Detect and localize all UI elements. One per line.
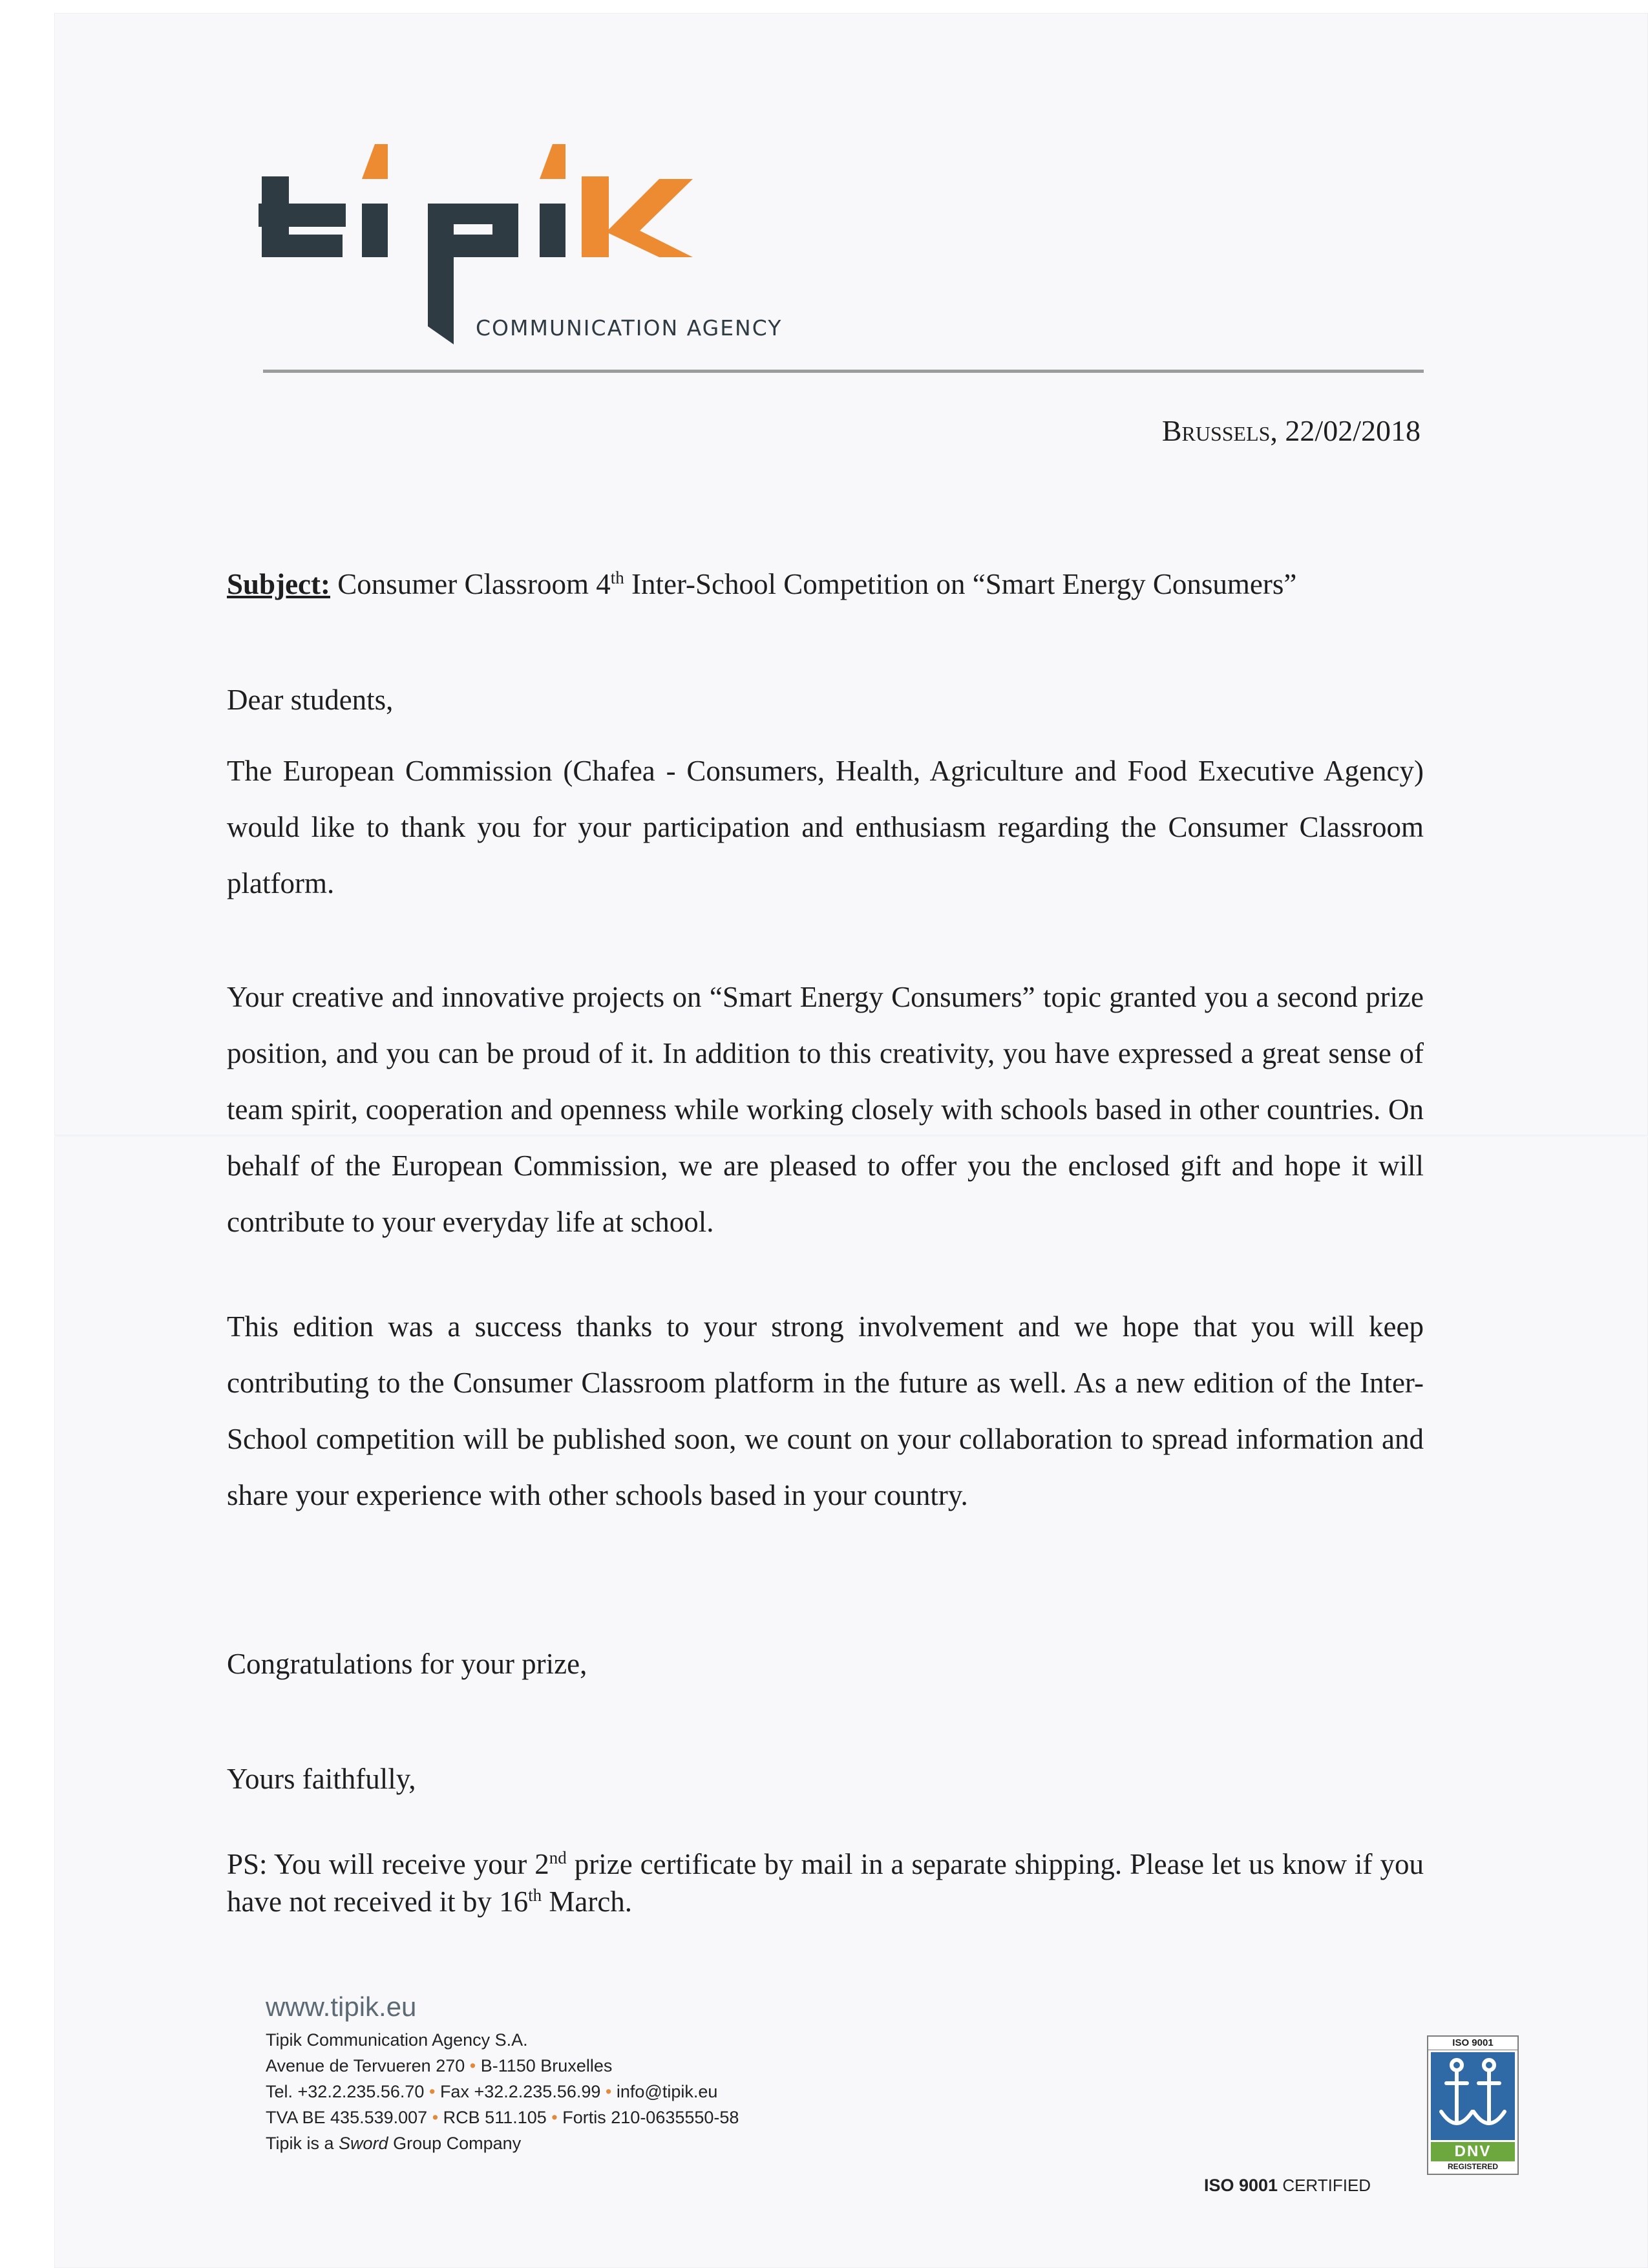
footer-group-suffix: Group Company — [393, 2134, 522, 2153]
letter-paragraph-2: Your creative and innovative projects on “Smart Energy Consumers” topic granted you a second prize position, and you can be proud of it. In addition to this creativity, you have expressed a great sense of team spirit, cooperation and openness while working closely with schools based in other countries. On behalf of the European Commission, we are pleased to offer you the enclosed gift and hope it will contribute to your everyday life at school. — [227, 981, 1424, 1238]
footer-city: B-1150 Bruxelles — [480, 2056, 613, 2075]
iso-number: ISO 9001 — [1204, 2176, 1278, 2195]
header-divider — [263, 370, 1424, 373]
footer-separator: • — [605, 2082, 612, 2101]
badge-iso-text: ISO 9001 — [1428, 2037, 1517, 2050]
footer-registration — [266, 2105, 739, 2130]
footer-group-prefix: Tipik is a — [266, 2134, 334, 2153]
footer-tel: Tel. +32.2.235.56.70 — [266, 2082, 425, 2101]
footer-street: Avenue de Tervueren 270 — [266, 2056, 465, 2075]
footer-address — [266, 2053, 739, 2079]
badge-dnv-text: DNV — [1431, 2142, 1515, 2161]
iso-certified-label — [1204, 2176, 1371, 2196]
subject-text-end: Inter-School Competition on “Smart Energy Consumers” — [631, 568, 1297, 600]
subject-label: Subject: — [227, 568, 330, 600]
footer-company-details — [266, 2027, 739, 2156]
footer-group-name: Sword — [339, 2134, 388, 2153]
letter-paragraph-3: This edition was a success thanks to your strong involvement and we hope that you will keep contributing to the Consumer Classroom platform in the future as well. As a new edition of the Inter-School competition will be published soon, we count on your collaboration to spread information and share your experience with other schools based in your country. — [227, 1310, 1424, 1511]
footer-tva: TVA BE 435.539.007 — [266, 2108, 428, 2127]
subject-ordinal-suffix: th — [610, 568, 624, 587]
ps-part-2: prize certificate by mail in a separate shipping. Please let us know if you have not received it by 16 — [227, 1848, 1424, 1918]
footer-rcb: RCB 511.105 — [443, 2108, 547, 2127]
footer-group — [266, 2130, 739, 2156]
footer-website-link[interactable]: www.tipik.eu — [266, 1991, 417, 2022]
subject-text-start: Consumer Classroom 4 — [337, 568, 611, 600]
badge-registered-text: REGISTERED — [1447, 2162, 1498, 2171]
letter-date: Brussels, 22/02/2018 — [1161, 414, 1421, 447]
letter-subject — [227, 567, 1429, 601]
letter-paragraph-1: The European Commission (Chafea - Consumers, Health, Agriculture and Food Executive Agency) would like to thank you for your participation and enthusiasm regarding the Consumer Classroom platform. — [227, 755, 1424, 899]
footer-company-name: Tipik Communication Agency S.A. — [266, 2030, 528, 2050]
letter-greeting: Dear students, — [227, 684, 394, 716]
letter-congratulations: Congratulations for your prize, — [227, 1648, 587, 1680]
ps-ordinal-suffix-1: nd — [549, 1848, 567, 1867]
logo-tagline: COMMUNICATION AGENCY — [476, 315, 783, 341]
footer-bank: Fortis 210-0635550-58 — [562, 2108, 739, 2127]
footer-fax: Fax +32.2.235.56.99 — [439, 2082, 601, 2101]
footer-separator: • — [428, 2082, 436, 2101]
letter-postscript — [227, 1845, 1424, 1920]
footer-separator: • — [469, 2056, 476, 2075]
iso-label: CERTIFIED — [1282, 2176, 1371, 2195]
footer-separator: • — [551, 2108, 558, 2127]
footer-email-link[interactable]: info@tipik.eu — [616, 2082, 718, 2101]
footer-contact — [266, 2079, 739, 2105]
letter-closing: Yours faithfully, — [227, 1763, 416, 1795]
anchor-icon-graphic — [1431, 2052, 1515, 2140]
ps-part-1: PS: You will receive your 2 — [227, 1848, 549, 1880]
footer-separator: • — [432, 2108, 439, 2127]
anchor-icon — [1431, 2052, 1515, 2140]
ps-part-3: March. — [549, 1885, 633, 1918]
ps-ordinal-suffix-2: th — [528, 1885, 542, 1905]
dnv-iso-badge — [1427, 2035, 1519, 2175]
